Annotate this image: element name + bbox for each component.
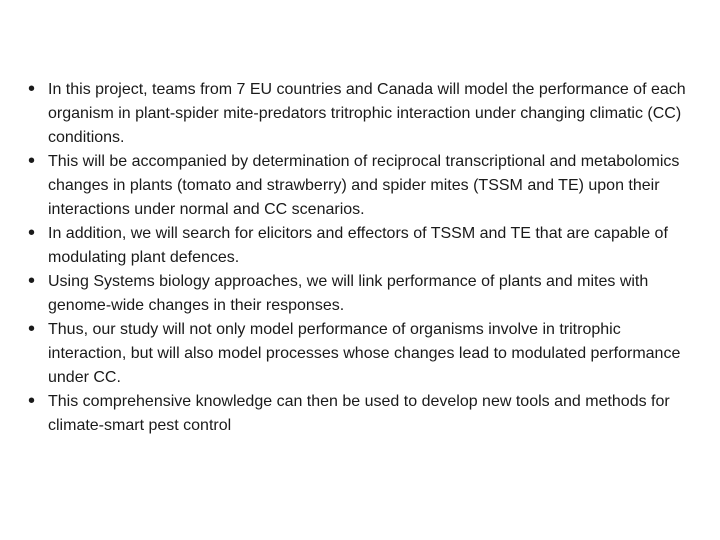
bullet-icon: • [28, 270, 36, 292]
bullet-item [28, 222, 698, 270]
bullet-icon: • [28, 390, 36, 412]
bullet-item [28, 390, 698, 438]
bullet-icon: • [28, 150, 36, 172]
bullet-item [28, 150, 698, 222]
bullet-text: Using Systems biology approaches, we will link performance of plants and mites with genome-wide changes in their responses. [48, 273, 649, 314]
bullet-item [28, 270, 698, 318]
bullet-icon: • [28, 318, 36, 340]
bullet-text: In addition, we will search for elicitors and effectors of TSSM and TE that are capable of modulating plant defences. [48, 225, 668, 266]
bullet-item [28, 78, 698, 150]
bullet-text: Thus, our study will not only model performance of organisms involve in tritrophic interaction, but will also model processes whose changes lead to modulated performance under CC. [48, 321, 681, 386]
bullet-text: In this project, teams from 7 EU countries and Canada will model the performance of each organism in plant-spider mite-predators tritrophic interaction under changing climatic (CC) conditions. [48, 81, 686, 146]
bullet-item [28, 318, 698, 390]
bullet-icon: • [28, 222, 36, 244]
bullet-list [28, 78, 698, 438]
bullet-text: This will be accompanied by determination of reciprocal transcriptional and metabolomics changes in plants (tomato and strawberry) and spider mites (TSSM and TE) upon their interactions under normal and CC scenarios. [48, 153, 680, 218]
bullet-text: This comprehensive knowledge can then be used to develop new tools and methods for climate-smart pest control [48, 393, 670, 434]
bullet-icon: • [28, 78, 36, 100]
